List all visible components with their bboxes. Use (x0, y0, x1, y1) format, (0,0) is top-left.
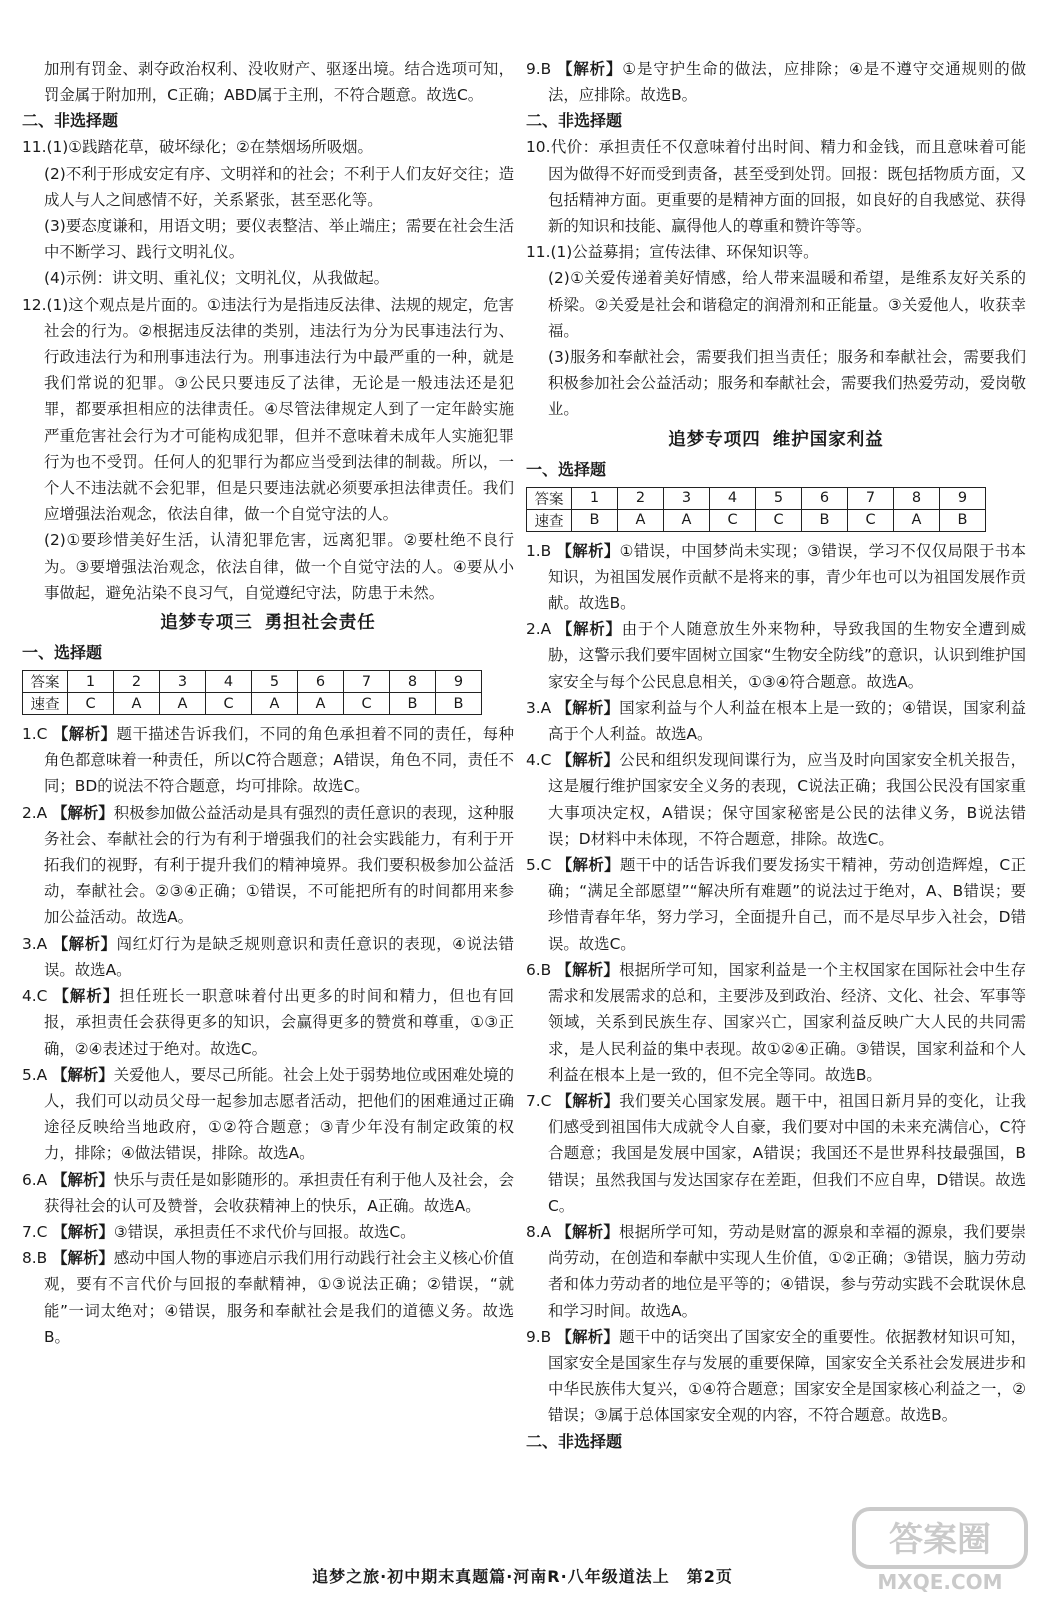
question-number: 7.C (22, 1222, 48, 1241)
answer-table-number: 9 (436, 671, 482, 693)
analysis-tag: 【解析】 (556, 960, 620, 979)
answer-table-answer: C (206, 693, 252, 715)
analysis-tag: 【解析】 (52, 725, 117, 744)
answer-table-number: 7 (848, 487, 894, 509)
question-explanation (526, 1219, 1026, 1324)
question-explanation (526, 957, 1026, 1088)
question-explanation (22, 800, 514, 931)
analysis-tag: 【解析】 (556, 1327, 620, 1346)
question-number: 2.A (22, 803, 48, 822)
explanation-text: ①是守护生命的做法，应排除；④是不遵守交通规则的做法，应排除。故选B。 (548, 60, 1026, 105)
answer-table-number-row (527, 487, 986, 509)
answer-table-answer: A (160, 693, 206, 715)
question-explanation (22, 1245, 514, 1350)
analysis-tag: 【解析】 (52, 1170, 114, 1189)
answer-paragraph: (3)要态度谦和，用语文明；要仪表整洁、举止端庄；需要在社会生活中不断学习、践行文明礼仪。 (44, 217, 514, 262)
question-number: 8.B (22, 1249, 48, 1268)
analysis-tag: 【解析】 (52, 803, 114, 822)
topic-title-number: 追梦专项四 (668, 429, 761, 450)
answer-table-number: 4 (710, 487, 756, 509)
answer-table-answer: C (344, 693, 390, 715)
answer-table-answer: C (848, 509, 894, 531)
question-number: 9.B (526, 1327, 552, 1346)
analysis-tag: 【解析】 (556, 698, 620, 717)
answer-table (22, 670, 482, 715)
section-heading: 二、非选择题 (526, 111, 623, 131)
topic-title (526, 425, 1026, 455)
answer-table-number: 5 (252, 671, 298, 693)
question-number: 6.A (22, 1170, 48, 1189)
topic-title-text: 勇担社会责任 (264, 613, 376, 634)
answer-table-number: 6 (802, 487, 848, 509)
analysis-tag: 【解析】 (556, 1222, 620, 1241)
question-explanation (526, 695, 1026, 747)
question-explanation (526, 852, 1026, 957)
answer-table-answer: B (940, 509, 986, 531)
question-explanation (22, 721, 514, 800)
answer-table-answer: A (298, 693, 344, 715)
question-number: 8.A (526, 1222, 552, 1241)
answer-table-answer: A (664, 509, 710, 531)
explanation-text: ①错误，中国梦尚未实现；③错误，学习不仅仅局限于书本知识，为祖国发展作贡献不是将来的事，青少年也可以为祖国发展作贡献。故选B。 (548, 541, 1026, 613)
explanation-text: 感动中国人物的事迹启示我们用行动践行社会主义核心价值观，要有不言代价与回报的奉献精神，①③说法正确；②错误，“就能”一词太绝对；④错误，服务和奉献社会是我们的道德义务。故选B。 (44, 1249, 514, 1346)
watermark-url: MXQE.COM (877, 1570, 1003, 1594)
analysis-tag: 【解析】 (557, 60, 623, 78)
answer-paragraph: 11.(1)公益募捐；宣传法律、环保知识等。 (526, 243, 819, 262)
question-number: 5.A (22, 1065, 48, 1084)
explanation-text: 题干中的话告诉我们要发扬实干精神，劳动创造辉煌，C正确；“满足全部愿望”“解决所有难题”的说法过于绝对，A、B错误；要珍惜青春年华，努力学习，全面提升自己，而不是尽早步入社会，D错误。故选C。 (548, 856, 1026, 953)
question-explanation (22, 1167, 514, 1219)
question-number: 7.C (526, 1091, 552, 1110)
answer-table-answer: A (114, 693, 160, 715)
answer-table (526, 487, 986, 532)
question-explanation (526, 747, 1026, 852)
analysis-tag: 【解析】 (52, 1222, 114, 1241)
answer-table-number: 7 (344, 671, 390, 693)
answer-table-number: 6 (298, 671, 344, 693)
question-number: 6.B (526, 960, 552, 979)
answer-table-number: 2 (618, 487, 664, 509)
answer-table-number: 5 (756, 487, 802, 509)
question-explanation (22, 983, 514, 1062)
topic-title (22, 608, 514, 638)
question-number: 3.A (22, 934, 48, 953)
answer-table-number: 1 (572, 487, 618, 509)
answer-table-answer: B (436, 693, 482, 715)
question-number: 5.C (526, 856, 552, 875)
question-explanation (526, 1088, 1026, 1219)
analysis-tag: 【解析】 (556, 751, 620, 770)
answer-table-answer: B (390, 693, 436, 715)
answer-paragraph: (2)①要珍惜美好生活，认清犯罪危害，远离犯罪。②要杜绝不良行为。③要增强法治观念，依法自律，做一个自觉守法的人。④要从小事做起，避免沾染不良习气，自觉遵纪守法，防患于未然。 (44, 531, 514, 602)
analysis-tag: 【解析】 (53, 987, 120, 1006)
section-heading: 二、非选择题 (526, 1431, 623, 1451)
question-explanation (526, 56, 1026, 108)
answer-table-answer: B (802, 509, 848, 531)
explanation-text: 题干中的话突出了国家安全的重要性。依据教材知识可知，国家安全是国家生存与发展的重要保障，国家安全关系社会发展进步和中华民族伟大复兴，①④符合题意；国家安全是国家核心利益之一，②错误；③属于总体国家安全观的内容，不符合题意。故选B。 (548, 1327, 1026, 1425)
question-number: 4.C (22, 987, 48, 1006)
answer-table-answer: A (894, 509, 940, 531)
analysis-tag: 【解析】 (556, 620, 622, 639)
answer-paragraph: 加刑有罚金、剥夺政治权利、没收财产、驱逐出境。结合选项可知，罚金属于附加刑，C正确；ABD属于主刑，不符合题意。故选C。 (44, 60, 514, 105)
analysis-tag: 【解析】 (556, 541, 620, 560)
answer-table-answer-row (23, 693, 482, 715)
question-explanation (22, 931, 514, 983)
explanation-text: 闯红灯行为是缺乏规则意识和责任意识的表现，④说法错误。故选A。 (44, 934, 514, 979)
explanation-text: 由于个人随意放生外来物种，导致我国的生物安全遭到威胁，这警示我们要牢固树立国家“生物安全防线”的意识，认识到维护国家安全与每个公民息息相关，①③④符合题意。故选A。 (548, 620, 1026, 691)
explanation-text: 积极参加做公益活动是具有强烈的责任意识的表现，这种服务社会、奉献社会的行为有利于增强我们的社会实践能力，有利于开拓我们的视野，有利于提升我们的精神境界。我们要积极参加公益活动，奉献社会。②③④正确；①错误，不可能把所有的时间都用来参加公益活动。故选A。 (44, 803, 514, 927)
answer-table-number-row (23, 671, 482, 693)
analysis-tag: 【解析】 (52, 1065, 114, 1084)
question-number: 2.A (526, 620, 552, 639)
question-explanation (526, 616, 1026, 695)
answer-table-number: 4 (206, 671, 252, 693)
question-explanation (526, 1324, 1026, 1429)
analysis-tag: 【解析】 (52, 1249, 114, 1268)
explanation-text: 题干描述告诉我们，不同的角色承担着不同的责任，每种角色都意味着一种责任，所以C符合题意；A错误，角色不同，责任不同；BD的说法不符合题意，均可排除。故选C。 (44, 725, 514, 796)
answer-table-label: 速查 (527, 509, 572, 531)
answer-table-number: 8 (894, 487, 940, 509)
explanation-text: 担任班长一职意味着付出更多的时间和精力，但也有回报，承担责任会获得更多的知识，会赢得更多的赞赏和尊重，①③正确，②④表述过于绝对。故选C。 (44, 987, 514, 1058)
answer-table-answer: C (68, 693, 114, 715)
left-column (22, 56, 514, 1350)
analysis-tag: 【解析】 (556, 856, 620, 875)
question-explanation (22, 1219, 514, 1245)
question-number: 4.C (526, 751, 552, 770)
answer-table-answer: A (618, 509, 664, 531)
topic-title-text: 维护国家利益 (772, 429, 884, 450)
question-number: 9.B (526, 60, 552, 78)
section-heading: 一、选择题 (22, 643, 103, 663)
explanation-text: 公民和组织发现间谍行为，应当及时向国家安全机关报告，这是履行维护国家安全义务的表现，C说法正确；我国公民没有国家重大事项决定权，A错误；保守国家秘密是公民的法律义务，B说法错误；D材料中未体现，不符合题意，排除。故选C。 (548, 751, 1026, 848)
explanation-text: 根据所学可知，劳动是财富的源泉和幸福的源泉，我们要崇尚劳动，在创造和奉献中实现人生价值，①②正确；③错误，脑力劳动者和体力劳动者的地位是平等的；④错误，参与劳动实践不会耽误休息和学习时间。故选A。 (548, 1222, 1026, 1320)
section-heading: 一、选择题 (526, 459, 607, 479)
right-column (526, 56, 1026, 1455)
watermark-logo (850, 1505, 1030, 1595)
question-explanation (22, 1062, 514, 1167)
page-footer: 追梦之旅·初中期末真题篇·河南R·八年级道法上 第2页 (312, 1567, 733, 1586)
answer-table-answer-row (527, 509, 986, 531)
topic-title-number: 追梦专项三 (160, 613, 253, 634)
answer-paragraph: (3)服务和奉献社会，需要我们担当责任；服务和奉献社会，需要我们积极参加社会公益活动；服务和奉献社会，需要我们热爱劳动，爱岗敬业。 (548, 348, 1026, 419)
watermark-text: 答案圈 (889, 1520, 991, 1560)
explanation-text: ③错误，承担责任不求代价与回报。故选C。 (113, 1222, 416, 1241)
answer-table-number: 9 (940, 487, 986, 509)
answer-paragraph: 12.(1)这个观点是片面的。①违法行为是指违反法律、法规的规定，危害社会的行为。②根据违反法律的类别，违法行为分为民事违法行为、行政违法行为和刑事违法行为。刑事违法行为中最严重的一种，就是我们常说的犯罪。③公民只要违反了法律，无论是一般违法还是犯罪，都要承担相应的法律责任。④尽管法律规定人到了一定年龄实施严重危害社会行为才可能构成犯罪，但并不意味着未成年人实施犯罪行为也不受罚。任何人的犯罪行为都应当受到法律的制裁。所以，一个人不违法就不会犯罪，但是只要违法就必须要承担法律责任。我们应增强法治观念，依法自律，做一个自觉守法的人。 (22, 295, 514, 524)
analysis-tag: 【解析】 (52, 934, 117, 953)
explanation-text: 根据所学可知，国家利益是一个主权国家在国际社会中生存需求和发展需求的总和，主要涉及到政治、经济、文化、社会、军事等领域，关系到民族生存、国家兴亡，国家利益反映广大人民的共同需求，是人民利益的集中表现。故①②④正确。③错误，国家利益和个人利益在根本上是一致的，但不完全等同。故选B。 (548, 960, 1026, 1084)
answer-table-number: 3 (664, 487, 710, 509)
answer-table-answer: C (710, 509, 756, 531)
answer-paragraph: (2)不利于形成安定有序、文明祥和的社会；不利于人们友好交往；造成人与人之间感情不好，关系紧张，甚至恶化等。 (44, 164, 514, 209)
question-number: 3.A (526, 698, 552, 717)
explanation-text: 我们要关心国家发展。题干中，祖国日新月异的变化，让我们感受到祖国伟大成就令人自豪，我们要对中国的未来充满信心，C符合题意；我国是发展中国家，A错误；我国还不是世界科技最强国，B错误；虽然我国与发达国家存在差距，但我们不应自卑，D错误。故选C。 (548, 1091, 1026, 1215)
answer-table-label: 答案 (23, 671, 68, 693)
answer-table-number: 3 (160, 671, 206, 693)
section-heading: 二、非选择题 (22, 111, 119, 131)
answer-table-label: 速查 (23, 693, 68, 715)
answer-table-answer: B (572, 509, 618, 531)
explanation-text: 快乐与责任是如影随形的。承担责任有利于他人及社会，会获得社会的认可及赞誉，会收获精神上的快乐，A正确。故选A。 (44, 1170, 514, 1215)
analysis-tag: 【解析】 (556, 1091, 620, 1110)
answer-paragraph: (4)示例：讲文明、重礼仪；文明礼仪，从我做起。 (44, 269, 390, 288)
answer-table-number: 1 (68, 671, 114, 693)
question-explanation (526, 538, 1026, 617)
explanation-text: 国家利益与个人利益在根本上是一致的；④错误，国家利益高于个人利益。故选A。 (548, 698, 1026, 744)
answer-table-number: 8 (390, 671, 436, 693)
answer-table-answer: A (252, 693, 298, 715)
answer-paragraph: 10.代价：承担责任不仅意味着付出时间、精力和金钱，而且意味着可能因为做得不好而受到责备，甚至受到处罚。回报：既包括物质方面，又包括精神方面。更重要的是精神方面的回报，如良好的自我感觉、获得新的知识和技能、赢得他人的尊重和赞许等等。 (526, 138, 1026, 236)
answer-table-number: 2 (114, 671, 160, 693)
answer-paragraph: 11.(1)①践踏花草，破坏绿化；②在禁烟场所吸烟。 (22, 138, 373, 157)
answer-table-answer: C (756, 509, 802, 531)
answer-table-label: 答案 (527, 487, 572, 509)
explanation-text: 关爱他人，要尽己所能。社会上处于弱势地位或困难处境的人，我们可以动员父母一起参加志愿者活动，把他们的困难通过正确途径反映给当地政府，①②符合题意；③青少年没有制定政策的权力，排除；④做法错误，排除。故选A。 (44, 1065, 514, 1163)
question-number: 1.C (22, 725, 48, 744)
question-number: 1.B (526, 541, 552, 560)
answer-paragraph: (2)①关爱传递着美好情感，给人带来温暖和希望，是维系友好关系的桥梁。②关爱是社会和谐稳定的润滑剂和正能量。③关爱他人，收获幸福。 (548, 269, 1026, 340)
